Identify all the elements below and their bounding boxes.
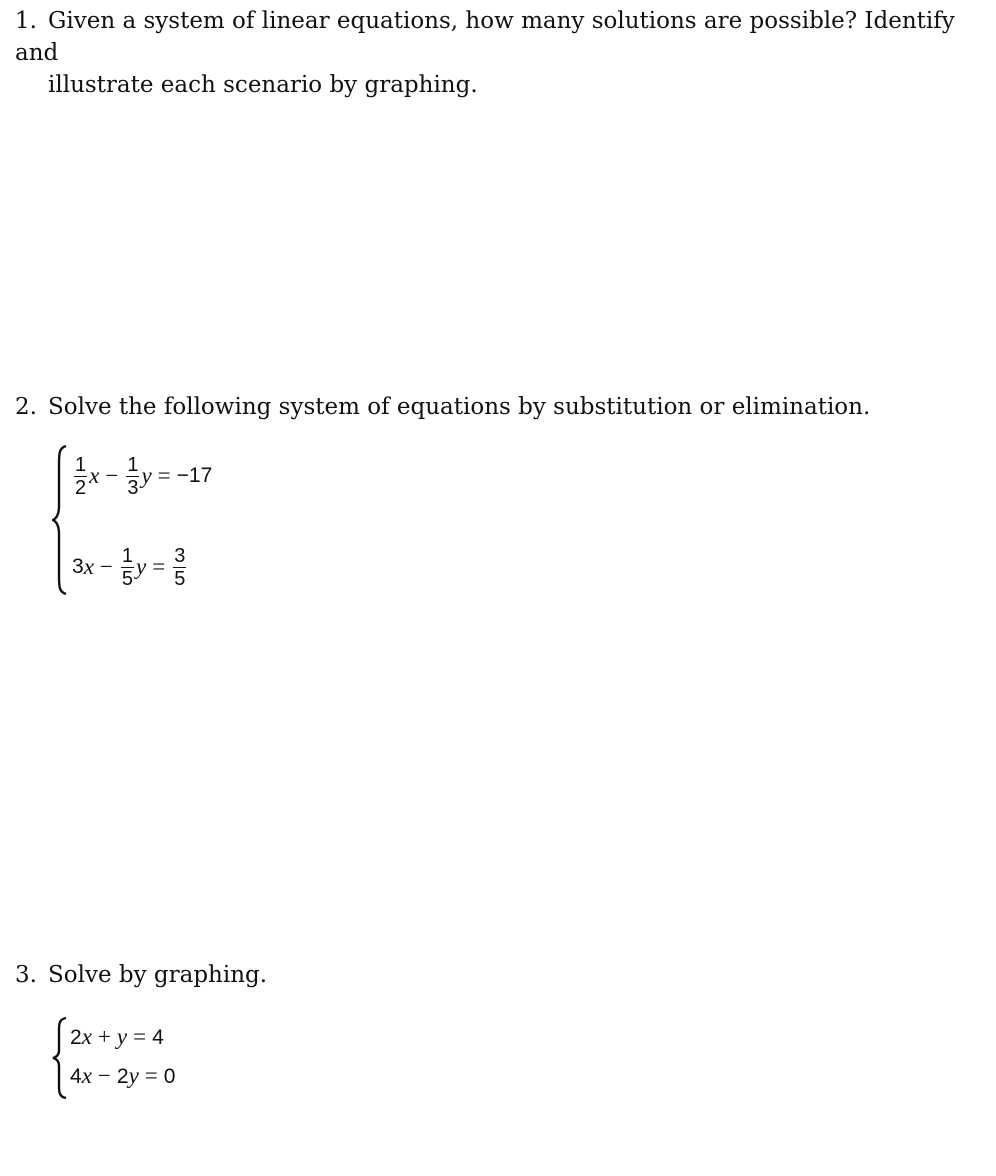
right-hand-side: 4 [152, 1026, 164, 1049]
numerator: 1 [127, 453, 139, 476]
problem-3 [15, 959, 267, 991]
equation-1 [70, 1022, 164, 1053]
minus-sign: − [97, 1063, 111, 1088]
variable-x: x [81, 1024, 92, 1049]
numerator: 1 [121, 544, 134, 567]
fraction-one-half [74, 454, 87, 499]
problem-3-equation-system [52, 1016, 252, 1100]
problem-2-text: Solve the following system of equations by substitution or elimination. [48, 394, 871, 420]
fraction-one-third [126, 454, 139, 499]
fraction-three-fifths [173, 545, 186, 590]
right-hand-side: 0 [163, 1065, 176, 1088]
problem-2-equation-system [52, 444, 282, 596]
variable-x: x [83, 554, 94, 579]
equation-1 [72, 446, 212, 506]
equation-2 [70, 1061, 175, 1092]
problem-3-text: Solve by graphing. [48, 962, 268, 988]
equals-sign: = [157, 463, 171, 488]
minus-sign: − [105, 463, 119, 488]
equals-sign: = [152, 554, 166, 579]
equation-2 [72, 538, 188, 596]
variable-x: x [81, 1063, 92, 1088]
coefficient-x: 3 [72, 555, 84, 578]
variable-y: y [116, 1024, 128, 1049]
variable-x: x [89, 463, 100, 488]
problem-3-number: 3. [15, 962, 37, 988]
numerator: 3 [174, 544, 186, 567]
minus-sign: − [99, 554, 113, 579]
problem-2-number: 2. [15, 394, 37, 420]
variable-y: y [128, 1063, 139, 1088]
coefficient-y: 2 [116, 1065, 129, 1088]
coefficient-x: 2 [70, 1026, 82, 1049]
right-hand-side: −17 [176, 464, 213, 487]
left-brace-icon [52, 444, 68, 596]
denominator: 5 [121, 567, 134, 590]
problem-1-text-line-1: Given a system of linear equations, how many solutions are possible? Identify and [15, 8, 955, 66]
problem-1-text-line-2: illustrate each scenario by graphing. [48, 72, 478, 98]
problem-2 [15, 391, 870, 423]
denominator: 2 [75, 476, 87, 499]
coefficient-x: 4 [70, 1065, 82, 1088]
numerator: 1 [75, 453, 87, 476]
variable-y: y [141, 463, 152, 488]
left-brace-icon [52, 1016, 68, 1100]
plus-sign: + [97, 1024, 111, 1049]
problem-1-number: 1. [15, 8, 37, 34]
problem-1-line-1 [15, 5, 990, 69]
variable-y: y [136, 554, 147, 579]
fraction-one-fifth [121, 545, 134, 590]
denominator: 5 [174, 567, 186, 590]
denominator: 3 [127, 476, 139, 499]
problem-1 [15, 5, 990, 101]
equals-sign: = [133, 1024, 147, 1049]
equals-sign: = [144, 1063, 158, 1088]
